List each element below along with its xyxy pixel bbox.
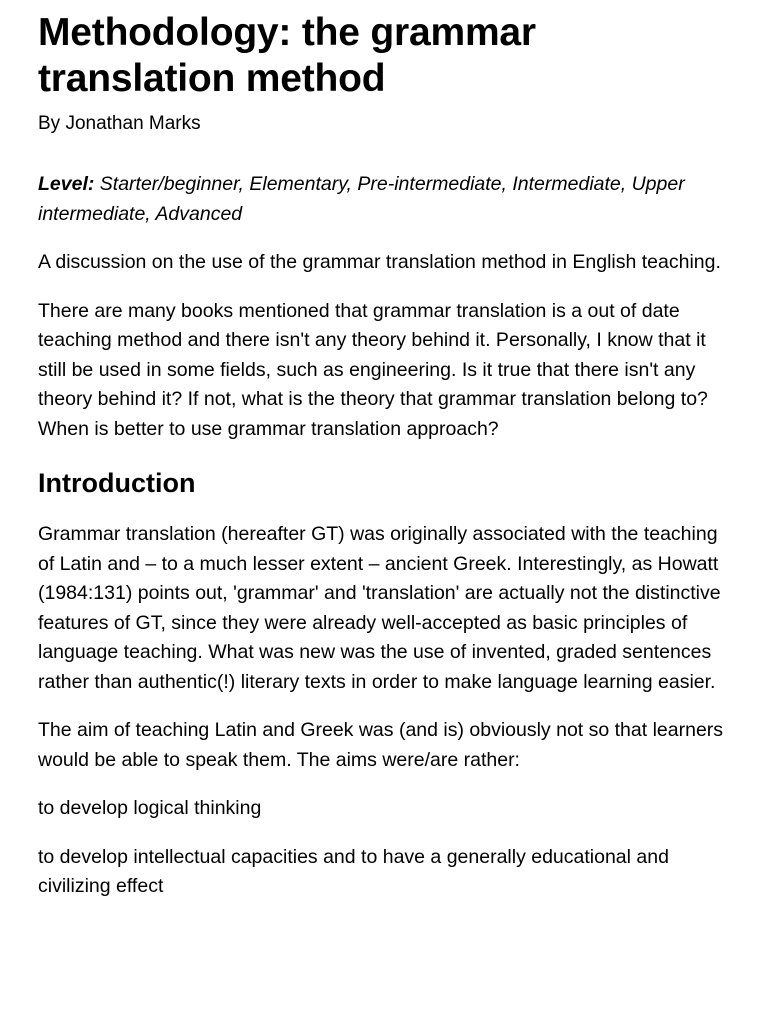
level-value: Starter/beginner, Elementary, Pre-intermediate, Intermediate, Upper intermediate, Advanced — [38, 173, 685, 225]
level-label: Level: — [38, 173, 95, 195]
intro-paragraph-2: The aim of teaching Latin and Greek was (and is) obviously not so that learners would be able to speak them. The aims were/are rather: — [38, 719, 724, 771]
article-title: Methodology: the grammar translation method — [38, 11, 536, 100]
level-line — [38, 170, 730, 229]
question-paragraph: There are many books mentioned that grammar translation is a out of date teaching method and there isn't any theory behind it. Personally, I know that it still be used in some fields, such as engineering. Is it true that there isn't any theory behind it? If not, what is the theory that grammar translation belong to? When is better to use grammar translation approach? — [38, 299, 708, 440]
intro-paragraph-1: Grammar translation (hereafter GT) was originally associated with the teaching of Latin and – to a much lesser extent – ancient Greek. Interestingly, as Howatt (1984:131) points out, 'grammar' and 'translation' are actually not the distinctive features of GT, since they were already well-accepted as basic principles of language teaching. What was new was the use of invented, graded sentences rather than authentic(!) literary texts in order to make language learning easier. — [38, 523, 721, 693]
introduction-heading: Introduction — [38, 468, 196, 498]
summary-paragraph: A discussion on the use of the grammar translation method in English teaching. — [38, 251, 721, 273]
aim-item-2: to develop intellectual capacities and to have a generally educational and civilizing effect — [38, 845, 669, 897]
article — [0, 10, 768, 902]
author-byline: By Jonathan Marks — [38, 113, 201, 134]
aim-item-1: to develop logical thinking — [38, 797, 262, 819]
